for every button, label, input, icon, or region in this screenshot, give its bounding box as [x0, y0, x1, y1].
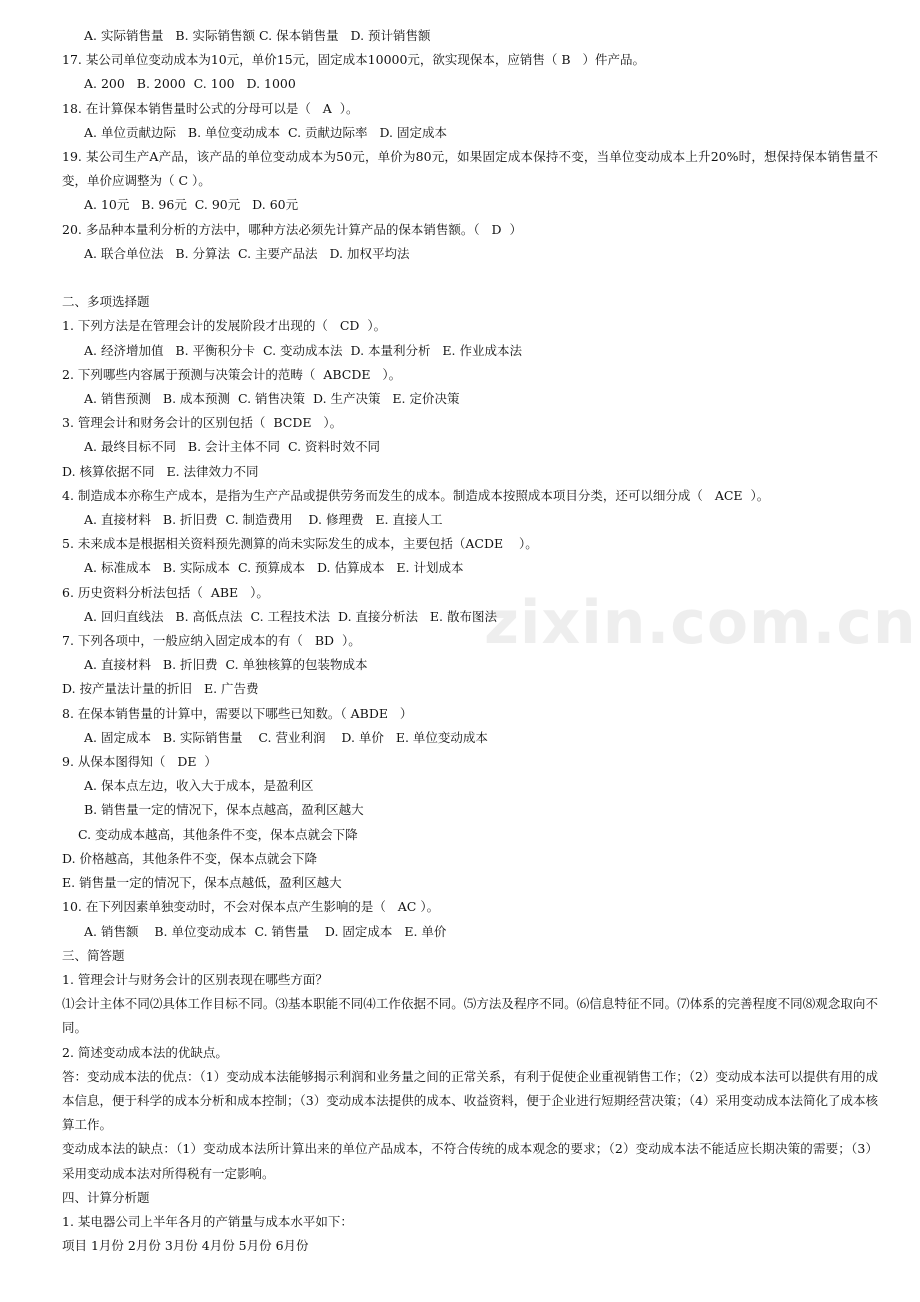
mc10-stem: 10. 在下列因素单独变动时，不会对保本点产生影响的是（ AC ）。 [62, 899, 440, 915]
section-short-answer-heading: 三、简答题 [62, 947, 125, 963]
mc1-stem: 1. 下列方法是在管理会计的发展阶段才出现的（ CD ）。 [62, 318, 387, 334]
mc8-stem: 8. 在保本销售量的计算中，需要以下哪些已知数。（ ABDE ） [62, 705, 413, 721]
mc9-option-c: C. 变动成本越高，其他条件不变，保本点就会下降 [78, 826, 358, 842]
calc1-table-header: 项目 1月份 2月份 3月份 4月份 5月份 6月份 [62, 1238, 309, 1254]
spacer [62, 266, 878, 290]
mc7-options-b: D. 按产量法计量的折旧 E. 广告费 [62, 681, 259, 697]
mc9-option-a: A. 保本点左边，收入大于成本，是盈利区 [84, 778, 314, 794]
q19-options: A. 10元 B. 96元 C. 90元 D. 60元 [84, 197, 299, 213]
q19-stem: 19. 某公司生产A产品，该产品的单位变动成本为50元，单价为80元，如果固定成本保持不变，当单位变动成本上升20%时，想保持保本销售量不变，单价应调整为（ C ）。 [62, 149, 878, 189]
document-page [62, 24, 878, 1258]
mc3-options-b: D. 核算依据不同 E. 法律效力不同 [62, 463, 259, 479]
sa2-answer-advantages: 答：变动成本法的优点：（1）变动成本法能够揭示利润和业务量之间的正常关系，有利于促使企业重视销售工作；（2）变动成本法可以提供有用的成本信息，便于科学的成本分析和成本控制；（3）变动成本法提供的成本、收益资料，便于企业进行短期经营决策；（4）采用变动成本法简化了成本核算工作。 [62, 1068, 878, 1133]
mc7-options-a: A. 直接材料 B. 折旧费 C. 单独核算的包装物成本 [84, 657, 368, 673]
sa1-question: 1. 管理会计与财务会计的区别表现在哪些方面？ [62, 971, 328, 987]
mc4-options: A. 直接材料 B. 折旧费 C. 制造费用 D. 修理费 E. 直接人工 [84, 512, 443, 528]
q20-stem: 20. 多品种本量利分析的方法中，哪种方法必须先计算产品的保本销售额。（ D ） [62, 221, 522, 237]
sa2-answer-disadvantages: 变动成本法的缺点：（1）变动成本法所计算出来的单位产品成本，不符合传统的成本观念的要求；（2）变动成本法不能适应长期决策的需要；（3）采用变动成本法对所得税有一定影响。 [62, 1141, 878, 1181]
mc8-options: A. 固定成本 B. 实际销售量 C. 营业利润 D. 单价 E. 单位变动成本 [84, 729, 488, 745]
mc7-stem: 7. 下列各项中，一般应纳入固定成本的有（ BD ）。 [62, 633, 361, 649]
mc9-option-e: E. 销售量一定的情况下，保本点越低，盈利区越大 [62, 875, 342, 891]
mc2-options: A. 销售预测 B. 成本预测 C. 销售决策 D. 生产决策 E. 定价决策 [84, 391, 460, 407]
watermark: zixin.com.cn [484, 588, 917, 658]
mc9-option-b: B. 销售量一定的情况下，保本点越高，盈利区越大 [84, 802, 364, 818]
mc9-stem: 9. 从保本图得知（ DE ） [62, 754, 217, 770]
mc3-stem: 3. 管理会计和财务会计的区别包括（ BCDE ）。 [62, 415, 343, 431]
q17-options: A. 200 B. 2000 C. 100 D. 1000 [84, 76, 296, 92]
sa2-question: 2. 简述变动成本法的优缺点。 [62, 1044, 228, 1060]
mc4-stem: 4. 制造成本亦称生产成本，是指为生产产品或提供劳务而发生的成本。制造成本按照成本项目分类，还可以细分成（ ACE ）。 [62, 487, 770, 503]
mc5-options: A. 标准成本 B. 实际成本 C. 预算成本 D. 估算成本 E. 计划成本 [84, 560, 464, 576]
q18-stem: 18. 在计算保本销售量时公式的分母可以是（ A ）。 [62, 100, 359, 116]
mc6-options: A. 回归直线法 B. 高低点法 C. 工程技术法 D. 直接分析法 E. 散布图法 [84, 608, 498, 624]
mc1-options: A. 经济增加值 B. 平衡积分卡 C. 变动成本法 D. 本量利分析 E. 作业成本法 [84, 342, 523, 358]
mc3-options-a: A. 最终目标不同 B. 会计主体不同 C. 资料时效不同 [84, 439, 381, 455]
mc5-stem: 5. 未来成本是根据相关资料预先测算的尚未实际发生的成本，主要包括（ACDE ）。 [62, 536, 538, 552]
q18-options: A. 单位贡献边际 B. 单位变动成本 C. 贡献边际率 D. 固定成本 [84, 124, 447, 140]
q16-options: A. 实际销售量 B. 实际销售额 C. 保本销售量 D. 预计销售额 [84, 28, 431, 43]
q17-stem: 17. 某公司单位变动成本为10元，单价15元，固定成本10000元，欲实现保本，应销售（ B ）件产品。 [62, 52, 646, 68]
mc9-option-d: D. 价格越高，其他条件不变，保本点就会下降 [62, 850, 318, 866]
sa1-answer: ⑴会计主体不同⑵具体工作目标不同。⑶基本职能不同⑷工作依据不同。⑸方法及程序不同。⑹信息特征不同。⑺体系的完善程度不同⑻观念取向不同。 [62, 996, 878, 1036]
q20-options: A. 联合单位法 B. 分算法 C. 主要产品法 D. 加权平均法 [84, 245, 410, 261]
section-multiple-choice-heading: 二、多项选择题 [62, 294, 150, 310]
calc1-stem: 1. 某电器公司上半年各月的产销量与成本水平如下： [62, 1213, 353, 1229]
section-calculation-heading: 四、计算分析题 [62, 1189, 150, 1205]
mc6-stem: 6. 历史资料分析法包括（ ABE ）。 [62, 584, 269, 600]
mc2-stem: 2. 下列哪些内容属于预测与决策会计的范畴（ ABCDE ）。 [62, 366, 402, 382]
mc10-options: A. 销售额 B. 单位变动成本 C. 销售量 D. 固定成本 E. 单价 [84, 923, 447, 939]
